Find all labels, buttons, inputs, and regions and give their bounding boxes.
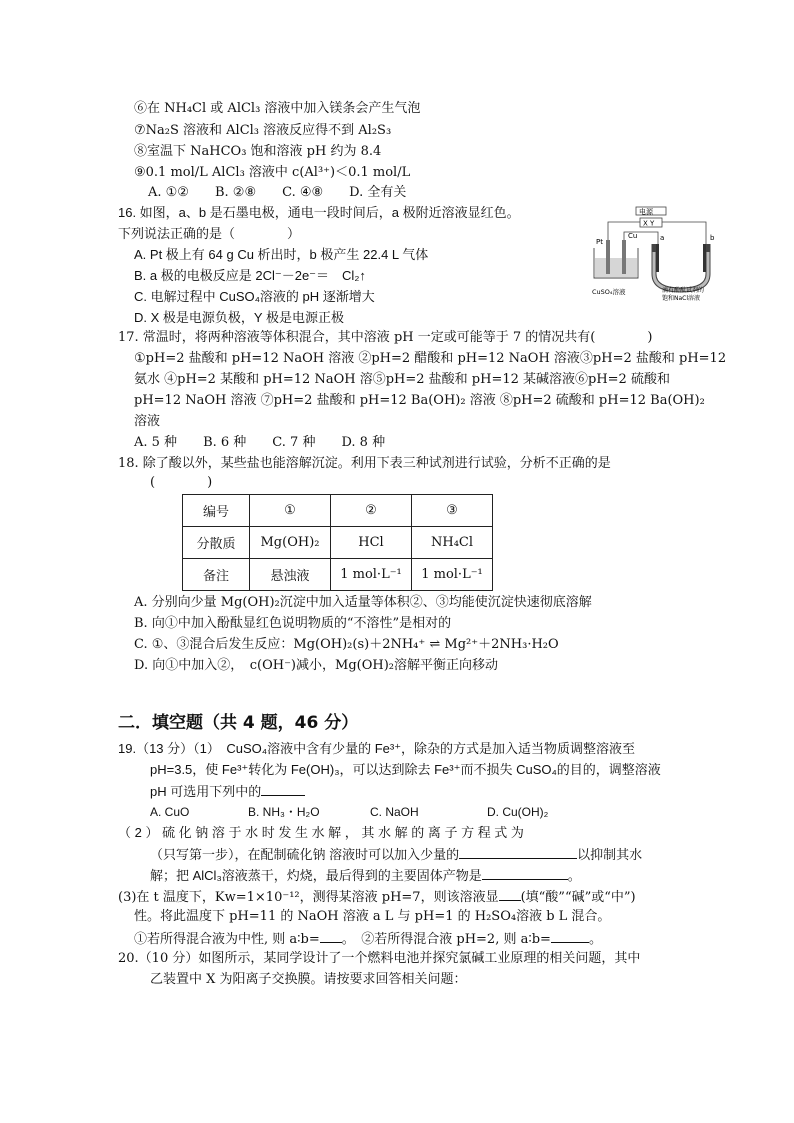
q19-line-5b: 以抑制其水 — [577, 847, 643, 862]
q17-line-5: 溶液 — [134, 414, 161, 429]
q19-line-4: （ 2 ） 硫 化 钠 溶 于 水 时 发 生 水 解 ， 其 水 解 的 离 子 方 程 式 为 — [118, 825, 524, 840]
table-row — [183, 559, 493, 591]
table-cell: Mg(OH)₂ — [250, 527, 331, 559]
q19-line-9 — [134, 929, 602, 949]
answer-blank[interactable] — [482, 866, 568, 880]
q19-line-5a: （只写第一步），在配制硫化钠 溶液时可以加入少量的 — [150, 847, 460, 862]
q18-option-d: D. 向①中加入②， c(OH⁻)减小，Mg(OH)₂溶解平衡正向移动 — [134, 658, 498, 673]
q17-line-4: pH=12 NaOH 溶液 ⑦pH=2 盐酸和 pH=12 Ba(OH)₂ 溶液 ⑧pH=2 硫酸和 pH=12 Ba(OH)₂ — [134, 393, 705, 408]
q19-line-2: pH=3.5，使 Fe³⁺转化为 Fe(OH)₃，可以达到除去 Fe³⁺而不损失 CuSO₄的目的，调整溶液 — [150, 762, 661, 777]
q18-option-a: A. 分别向少量 Mg(OH)₂沉淀中加入适量等体积②、③均能使沉淀快速彻底溶解 — [134, 595, 592, 610]
q18-option-c: C. ①、③混合后发生反应：Mg(OH)₂(s)＋2NH₄⁺ ⇌ Mg²⁺＋2NH₃·H₂O — [134, 637, 559, 652]
q16-stem-1: 16. 如图，a、b 是石墨电极，通电一段时间后，a 极附近溶液显红色。 — [118, 205, 520, 220]
table-cell: ① — [250, 495, 331, 527]
q19-option-d: D. Cu(OH)₂ — [487, 805, 549, 819]
q16-option-c: C. 电解过程中 CuSO₄溶液的 pH 逐渐增大 — [134, 289, 375, 304]
q19-line-6a: 解；把 AlCl₃溶液蒸干，灼烧，最后得到的主要固体产物是 — [150, 868, 482, 883]
a-label: a — [660, 234, 665, 242]
q15-option-b: B. ②⑧ — [214, 185, 257, 200]
table-cell: 编号 — [183, 495, 250, 527]
q16-option-b: B. a 极的电极反应是 2Cl⁻－2e⁻＝ Cl₂↑ — [134, 268, 366, 283]
q17-line-3: 氨水 ④pH=2 某酸和 pH=12 NaOH 溶⑤pH=2 盐酸和 pH=12 某碱溶液⑥pH=2 硫酸和 — [134, 372, 670, 387]
q19-options — [150, 803, 548, 821]
item-7: ⑦Na₂S 溶液和 AlCl₃ 溶液反应得不到 Al₂S₃ — [134, 123, 392, 138]
cu-label: Cu — [628, 232, 638, 240]
q17-line-2: ①pH=2 盐酸和 pH=12 NaOH 溶液 ②pH=2 醋酸和 pH=12 NaOH 溶液③pH=2 盐酸和 pH=12 — [134, 351, 727, 366]
right-caption-1: 滴有酚酞试剂的 — [662, 287, 705, 294]
q19-line-6b: 。 — [567, 868, 581, 883]
q15-option-c: C. ④⑧ — [282, 185, 324, 200]
table-cell: 分散质 — [183, 527, 250, 559]
q19-option-b: B. NH₃・H₂O — [248, 805, 320, 819]
table-cell: 悬浊液 — [250, 559, 331, 591]
item-9: ⑨0.1 mol/L AlCl₃ 溶液中 c(Al³⁺)＜0.1 mol/L — [134, 165, 411, 180]
item-8: ⑧室温下 NaHCO₃ 饱和溶液 pH 约为 8.4 — [134, 144, 382, 159]
table-cell: ③ — [412, 495, 493, 527]
q19-line-3-text: pH 可选用下列中的 — [150, 784, 262, 799]
answer-blank[interactable] — [261, 782, 305, 796]
table-cell: HCl — [331, 527, 412, 559]
q19-line-7b: (填“酸”“碱”或“中”) — [520, 890, 636, 905]
q18-option-b: B. 向①中加入酚酞显红色说明物质的“不溶性”是相对的 — [134, 616, 452, 631]
q20-line-1: 20.（10 分）如图所示，某同学设计了一个燃料电池并探究氯碱工业原理的相关问题，其中 — [118, 951, 641, 966]
table-cell: 备注 — [183, 559, 250, 591]
q19-line-3 — [150, 782, 305, 801]
q18-stem-paren: ( ) — [150, 475, 213, 490]
q17-option-c: C. 7 种 — [272, 435, 316, 450]
q19-line-7a: (3)在 t 温度下，Kw=1×10⁻¹²，测得某溶液 pH=7，则该溶液显 — [118, 890, 499, 905]
q19-line-6 — [150, 866, 581, 885]
table-cell: NH₄Cl — [412, 527, 493, 559]
q20-line-2: 乙装置中 X 为阳离子交换膜。请按要求回答相关问题： — [150, 972, 467, 987]
q17-option-d: D. 8 种 — [341, 435, 386, 450]
q19-line-5 — [150, 845, 642, 864]
power-label: 电源 — [639, 208, 653, 216]
table-row — [183, 495, 493, 527]
q17-option-b: B. 6 种 — [203, 435, 247, 450]
q19-line-8: 性。将此温度下 pH=11 的 NaOH 溶液 a L 与 pH=1 的 H₂SO₄溶液 b L 混合。 — [134, 909, 611, 924]
q16-option-d: D. X 极是电源负极，Y 极是电源正极 — [134, 310, 344, 325]
answer-blank[interactable] — [551, 929, 589, 943]
table-cell: 1 mol·L⁻¹ — [331, 559, 412, 591]
answer-blank[interactable] — [499, 887, 521, 901]
q17-options — [134, 434, 411, 452]
q19-line-9a: ①若所得混合液为中性, 则 a∶b= — [134, 932, 320, 947]
section-heading: 二．填空题（共 4 题，46 分） — [118, 713, 359, 733]
q17-stem: 17. 常温时，将两种溶液等体积混合，其中溶液 pH 一定或可能等于 7 的情况共有( ) — [118, 330, 653, 345]
q15-options — [148, 184, 432, 202]
q17-option-a: A. 5 种 — [134, 435, 178, 450]
item-6: ⑥在 NH₄Cl 或 AlCl₃ 溶液中加入镁条会产生气泡 — [134, 101, 421, 116]
table-cell: 1 mol·L⁻¹ — [412, 559, 493, 591]
q16-stem-2: 下列说法正确的是（ ） — [118, 226, 301, 241]
b-label: b — [710, 234, 715, 242]
q19-line-9c: 。 — [588, 932, 602, 947]
table-row — [183, 527, 493, 559]
q19-option-a: A. CuO — [150, 805, 190, 819]
table-cell: ② — [331, 495, 412, 527]
electrolysis-diagram — [588, 204, 722, 302]
q15-option-a: A. ①② — [148, 185, 189, 200]
xy-label: X Y — [643, 219, 655, 228]
q18-stem: 18. 除了酸以外，某些盐也能溶解沉淀。利用下表三种试剂进行试验，分析不正确的是 — [118, 456, 611, 471]
right-caption-2: 饱和NaCl溶液 — [662, 295, 701, 302]
q16-option-a: A. Pt 极上有 64 g Cu 析出时，b 极产生 22.4 L 气体 — [134, 247, 429, 262]
pt-label: Pt — [596, 238, 603, 246]
reagent-table — [182, 494, 493, 591]
q15-option-d: D. 全有关 — [349, 185, 407, 200]
answer-blank[interactable] — [459, 845, 577, 859]
q19-line-7 — [118, 887, 636, 907]
left-caption: CuSO₄溶液 — [592, 288, 626, 296]
q19-option-c: C. NaOH — [370, 805, 419, 819]
answer-blank[interactable] — [320, 929, 342, 943]
q19-line-9b: 。 ②若所得混合液 pH=2, 则 a∶b= — [341, 932, 551, 947]
q19-line-1: 19.（13 分）（1） CuSO₄溶液中含有少量的 Fe³⁺，除杂的方式是加入适当物质调整溶液至 — [118, 741, 636, 756]
